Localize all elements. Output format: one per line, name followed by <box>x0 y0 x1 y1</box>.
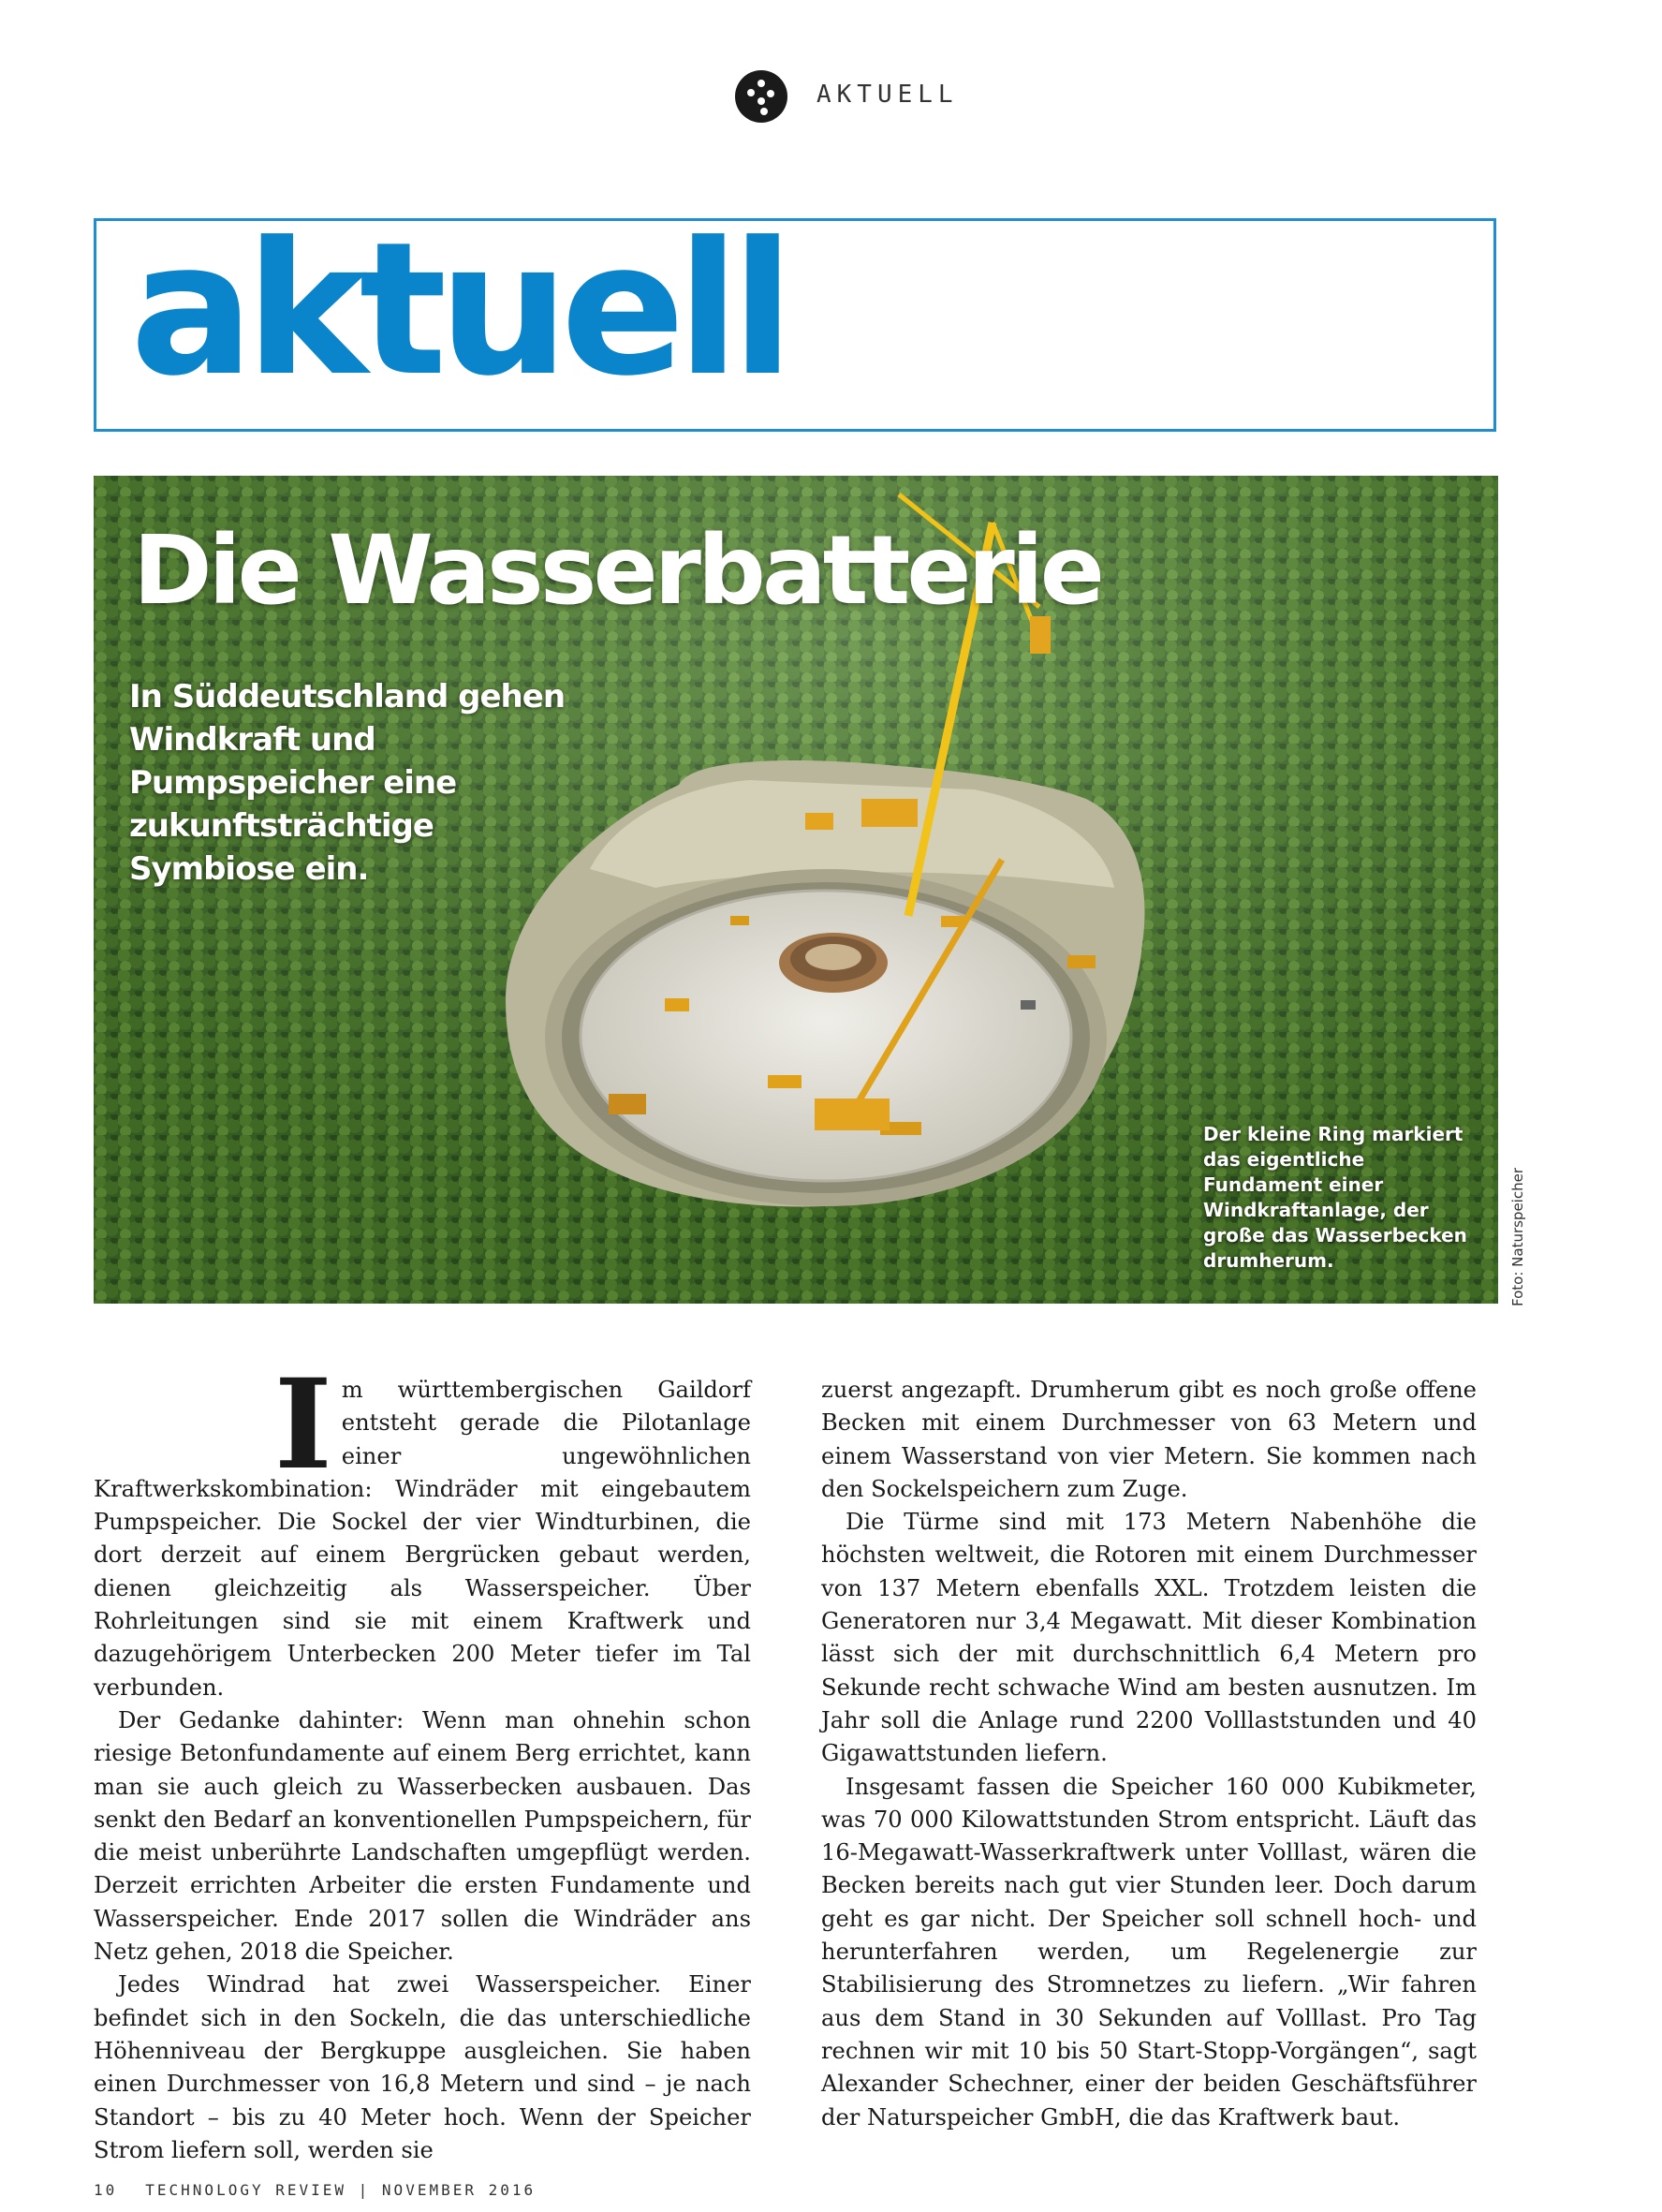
section-title-frame <box>94 203 1496 432</box>
drop-cap: I <box>274 1352 332 1497</box>
publication-line: TECHNOLOGY REVIEW | NOVEMBER 2016 <box>145 2181 537 2199</box>
section-title: aktuell <box>130 203 787 417</box>
article-lead: In Süddeutschland gehen Windkraft und Pumpspeicher eine zukunftsträchtige Symbiose ein. <box>129 678 566 888</box>
photo-credit: Foto: Naturspeicher <box>1509 1167 1526 1306</box>
photo-caption: Der kleine Ring markiert das eigentliche Fundament einer Windkraftanlage, der große das Wasserbecken drumherum. <box>1203 1123 1467 1272</box>
dot-pattern-icon <box>735 70 787 123</box>
page-footer <box>94 2181 564 2199</box>
article-column-left <box>94 1352 751 2167</box>
section-label: AKTUELL <box>816 81 959 109</box>
paragraph-2: Der Gedanke dahinter: Wenn man ohnehin schon riesige Betonfundamente auf einem Berg errichtet, kann man sie auch gleich zu Wasserbecken ausbauen. Das senkt den Bedarf an konventionellen Pumpspeichern, für die meist unberührte Landschaften umgepflügt werden. Derzeit errichten Arbeiter die ersten Fundamente und Wasserspeicher. Ende 2017 sollen die Windräder ans Netz gehen, 2018 die Speicher. <box>94 1706 751 1966</box>
paragraph-5: Die Türme sind mit 173 Metern Nabenhöhe die höchsten weltweit, die Rotoren mit einem Durchmesser von 137 Metern ebenfalls XXL. Trotzdem leisten die Generatoren nur 3,4 Megawatt. Mit dieser Kombination lässt sich der mit durchschnittlich 6,4 Metern pro Sekunde recht schwache Wind am besten ausnutzen. Im Jahr soll die Anlage rund 2200 Volllaststunden und 40 Gigawattstunden liefern. <box>821 1509 1477 1767</box>
hero-photo <box>94 476 1498 1304</box>
article-headline: Die Wasserbatterie <box>133 515 1101 627</box>
paragraph-1-text: m württembergischen Gaildorf entsteht gerade die Pilotanlage einer ungewöhnlichen Kraftwerkskombination: Windräder mit eingebautem Pumpspeicher. Die Sockel der vier Windturbinen, die dort derzeit auf einem Bergrücken gebaut werden, dienen gleichzeitig als Wasserspeicher. Über Rohrleitungen sind sie mit einem Kraftwerk und dazugehörigem Unterbecken 200 Meter tiefer im Tal verbunden. <box>94 1377 751 1701</box>
paragraph-3: Jedes Windrad hat zwei Wasserspeicher. Einer befindet sich in den Sockeln, die das unterschiedliche Höhenniveau der Bergkuppe ausgleichen. Sie haben einen Durchmesser von 16,8 Metern und sind – je nach Standort – bis zu 40 Meter hoch. Wenn der Speicher Strom liefern soll, werden sie <box>94 1971 751 2163</box>
article-column-right <box>821 1374 1477 2134</box>
paragraph-4: zuerst angezapft. Drumherum gibt es noch große offene Becken mit einem Durchmesser von 63 Metern und einem Wasserstand von vier Metern. Sie kommen nach den Sockelspeichern zum Zuge. <box>821 1377 1477 1502</box>
paragraph-1 <box>94 1352 751 1704</box>
page-number: 10 <box>94 2181 118 2199</box>
section-badge <box>735 70 787 123</box>
paragraph-6: Insgesamt fassen die Speicher 160 000 Kubikmeter, was 70 000 Kilowattstunden Strom entspricht. Läuft das 16-Megawatt-Wasserkraftwerk unter Volllast, wären die Becken bereits nach gut vier Stunden leer. Doch darum geht es gar nicht. Der Speicher soll schnell hoch- und herunterfahren werden, um Regelenergie zur Stabilisierung des Stromnetzes zu liefern. „Wir fahren aus dem Stand in 30 Sekunden auf Volllast. Pro Tag rechnen wir mit 10 bis 50 Start-Stopp-Vorgängen“, sagt Alexander Schechner, einer der beiden Geschäftsführer der Naturspeicher GmbH, die das Kraftwerk baut. <box>821 1773 1477 2131</box>
